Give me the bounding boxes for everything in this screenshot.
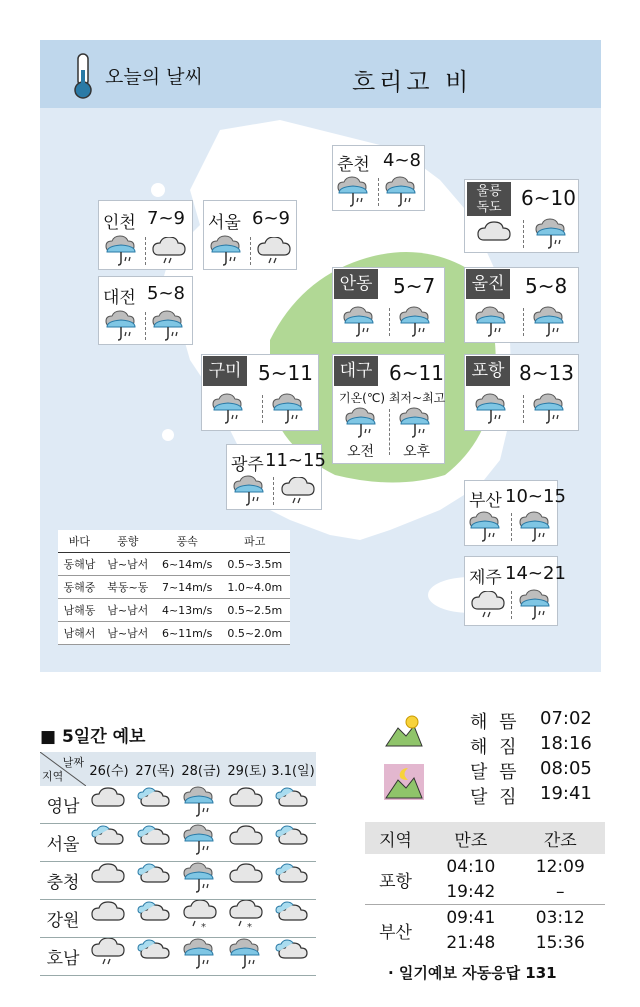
- rain-icon: [212, 393, 246, 425]
- forecast-cell: [224, 900, 270, 938]
- sea-cell: 동해중: [63, 581, 96, 594]
- forecast-cell: [178, 900, 224, 938]
- sea-cell: 6~14m/s: [161, 557, 213, 571]
- tide-high: 09:41: [446, 907, 496, 928]
- cloud-icon: [91, 862, 127, 894]
- rain-icon: [533, 306, 567, 338]
- forecast-date: 27(목): [132, 752, 178, 786]
- city-name: 서울: [208, 213, 241, 233]
- rain-icon: [105, 310, 139, 342]
- forecast-cell: [270, 824, 316, 862]
- partly-cloudy-icon: [91, 824, 127, 856]
- rain-icon: [272, 393, 306, 425]
- forecast-row: [40, 862, 316, 900]
- forecast-title: ■ 5일간 예보: [40, 727, 146, 747]
- forecast-row: [40, 900, 316, 938]
- rain-icon: [345, 407, 379, 439]
- partly-cloudy-icon: [275, 824, 311, 856]
- card-busan: [464, 480, 566, 546]
- rain-icon: [475, 306, 509, 338]
- forecast-cell: [270, 938, 316, 976]
- sea-cell: 0.5~2.0m: [227, 626, 283, 640]
- divider: [250, 237, 251, 265]
- thermometer-icon: [70, 52, 96, 100]
- partly-cloudy-icon: [137, 938, 173, 970]
- forecast-region: 강원: [40, 900, 86, 938]
- forecast-cell: [224, 786, 270, 824]
- sea-cell: 남해서: [63, 627, 96, 640]
- forecast-cell: [86, 786, 132, 824]
- rain-icon: [152, 310, 186, 342]
- partly-cloudy-icon: [275, 786, 311, 818]
- forecast-cell: [270, 786, 316, 824]
- card-pohang: [464, 354, 579, 431]
- partly-cloudy-icon: [137, 862, 173, 894]
- city-temp: 11~15: [265, 450, 326, 471]
- partly-cloudy-icon: [137, 900, 173, 932]
- divider: [389, 308, 390, 336]
- divider: [262, 395, 263, 423]
- rain-snow-icon: [183, 900, 219, 932]
- forecast-table: [40, 752, 316, 976]
- city-name: 대전: [103, 288, 136, 308]
- divider: [378, 178, 379, 206]
- card-ulleung: [464, 179, 579, 253]
- tide-header: 지역: [365, 822, 426, 854]
- tide-low: 15:36: [535, 932, 585, 953]
- tide-region: 포항: [379, 871, 412, 892]
- tide-row: [365, 854, 605, 879]
- cloud-rain-icon: [91, 938, 127, 970]
- partly-cloudy-icon: [137, 786, 173, 818]
- city-temp: 8~13: [519, 361, 574, 385]
- divider: [511, 591, 512, 619]
- partly-cloudy-icon: [275, 862, 311, 894]
- divider: [145, 237, 146, 265]
- rain-icon: [533, 393, 567, 425]
- divider: [511, 513, 512, 541]
- tide-high: 19:42: [446, 881, 496, 902]
- cloud-icon: [91, 900, 127, 932]
- tide-high: 21:48: [446, 932, 496, 953]
- card-daegu: [332, 354, 445, 464]
- tide-region: 부산: [379, 922, 412, 943]
- card-chuncheon: [332, 145, 425, 211]
- rain-icon: [210, 235, 244, 267]
- city-temp: 5~7: [393, 274, 436, 298]
- card-andong: [332, 267, 445, 343]
- forecast-cell: [178, 786, 224, 824]
- divider: [523, 395, 524, 423]
- rain-icon: [535, 218, 569, 250]
- sunrise-time: 07:02: [540, 708, 592, 729]
- forecast-cell: [270, 862, 316, 900]
- legend-pm: 오후: [403, 444, 431, 460]
- forecast-row: [40, 786, 316, 824]
- sea-header: 풍향: [101, 530, 155, 553]
- forecast-cell: [178, 938, 224, 976]
- rain-snow-icon: [229, 900, 265, 932]
- title-left: 오늘의 날씨: [105, 66, 203, 88]
- forecast-cell: [224, 938, 270, 976]
- forecast-cell: [178, 824, 224, 862]
- forecast-date: 28(금): [178, 752, 224, 786]
- cloud-rain-icon: [471, 591, 507, 621]
- forecast-date: 26(수): [86, 752, 132, 786]
- sea-cell: 남~남서: [107, 627, 149, 640]
- rain-icon: [475, 393, 509, 425]
- tide-table: [365, 822, 605, 955]
- divider: [389, 409, 390, 455]
- city-name: 춘천: [337, 155, 370, 175]
- corner-bottom-label: 지역: [42, 770, 64, 783]
- sun-mountain-icon: [384, 712, 424, 748]
- sea-cell: 4~13m/s: [161, 603, 213, 617]
- city-temp: 5~8: [525, 274, 568, 298]
- divider: [523, 308, 524, 336]
- city-temp: 6~9: [252, 208, 290, 229]
- tide-low: 12:09: [535, 856, 585, 877]
- rain-icon: [519, 589, 553, 621]
- sea-cell: 북동~동: [107, 581, 149, 594]
- partly-cloudy-icon: [275, 938, 311, 970]
- tide-low: –: [556, 881, 565, 902]
- cloud-icon: [229, 824, 265, 856]
- sea-cell: 남~남서: [107, 604, 149, 617]
- sea-row: [58, 553, 290, 576]
- sea-cell: 동해남: [63, 558, 96, 571]
- forecast-cell: [86, 900, 132, 938]
- forecast-cell: [224, 824, 270, 862]
- sea-cell: 0.5~3.5m: [227, 557, 283, 571]
- city-temp: 14~21: [505, 563, 566, 584]
- card-jeju: [464, 556, 566, 626]
- rain-icon: [229, 938, 265, 970]
- legend-am: 오전: [347, 444, 375, 460]
- moon-mountain-icon: [384, 764, 424, 800]
- city-name: 구미: [203, 356, 247, 386]
- cloud-icon: [229, 786, 265, 818]
- city-name: 포항: [466, 356, 510, 386]
- city-temp: 6~10: [521, 186, 576, 210]
- tide-low: 03:12: [535, 907, 585, 928]
- rain-icon: [519, 511, 553, 543]
- title-right: 흐리고 비: [352, 68, 473, 96]
- forecast-cell: [178, 862, 224, 900]
- corner-top-label: 날짜: [62, 756, 84, 769]
- rain-icon: [105, 235, 139, 267]
- forecast-cell: [86, 938, 132, 976]
- rain-icon: [337, 176, 371, 208]
- forecast-region: 충청: [40, 862, 86, 900]
- divider: [145, 312, 146, 340]
- forecast-cell: [132, 938, 178, 976]
- city-temp: 10~15: [505, 486, 566, 507]
- cloud-rain-icon: [152, 237, 188, 267]
- sea-row: [58, 599, 290, 622]
- sunrise-label: 해 뜸: [470, 712, 520, 733]
- sea-cell: 0.5~2.5m: [227, 603, 283, 617]
- card-gumi: [201, 354, 319, 431]
- city-name: 광주: [231, 455, 264, 475]
- city-name: 인천: [103, 213, 136, 233]
- forecast-cell: [224, 862, 270, 900]
- card-daejeon: [98, 276, 193, 345]
- rain-icon: [399, 306, 433, 338]
- moonset-time: 19:41: [540, 783, 592, 804]
- cloud-rain-icon: [281, 477, 317, 507]
- forecast-date: 29(토): [224, 752, 270, 786]
- city-name: 울릉 독도: [467, 182, 511, 216]
- rain-icon: [469, 511, 503, 543]
- cloud-icon: [91, 786, 127, 818]
- forecast-cell: [132, 786, 178, 824]
- city-name: 안동: [334, 269, 378, 299]
- sea-header: 풍속: [155, 530, 220, 553]
- card-gwangju: [226, 444, 326, 510]
- sunset-time: 18:16: [540, 733, 592, 754]
- city-temp: 5~11: [258, 361, 313, 385]
- forecast-row: [40, 824, 316, 862]
- tide-high: 04:10: [446, 856, 496, 877]
- cloud-icon: [229, 862, 265, 894]
- tide-row: [365, 905, 605, 931]
- rain-icon: [183, 824, 219, 856]
- sea-header: 바다: [58, 530, 101, 553]
- legend-temp-label: 기온(℃) 최저~최고: [339, 391, 446, 405]
- sea-row: [58, 576, 290, 599]
- moonrise-label: 달 뜸: [470, 762, 520, 783]
- forecast-date: 3.1(일): [270, 752, 316, 786]
- sea-cell: 1.0~4.0m: [227, 580, 283, 594]
- city-name: 울진: [466, 269, 510, 299]
- sea-cell: 남~남서: [107, 558, 149, 571]
- city-temp: 7~9: [147, 208, 185, 229]
- rain-icon: [183, 862, 219, 894]
- forecast-cell: [86, 862, 132, 900]
- city-name: 부산: [469, 491, 502, 511]
- divider: [523, 220, 524, 248]
- city-name: 대구: [334, 356, 378, 386]
- cloud-icon: [477, 220, 513, 246]
- moonset-label: 달 짐: [470, 787, 520, 808]
- footer-phone: · 일기예보 자동응답 131: [388, 964, 557, 982]
- forecast-cell: [132, 824, 178, 862]
- sunset-label: 해 짐: [470, 737, 520, 758]
- rain-icon: [183, 786, 219, 818]
- forecast-cell: [132, 862, 178, 900]
- card-seoul: [203, 200, 297, 270]
- forecast-cell: [132, 900, 178, 938]
- city-temp: 5~8: [147, 283, 185, 304]
- forecast-cell: [86, 824, 132, 862]
- tide-header: 만조: [426, 822, 515, 854]
- partly-cloudy-icon: [137, 824, 173, 856]
- rain-icon: [385, 176, 419, 208]
- rain-icon: [183, 938, 219, 970]
- forecast-corner: [40, 752, 86, 786]
- sea-cell: 7~14m/s: [161, 580, 213, 594]
- moonrise-time: 08:05: [540, 758, 592, 779]
- divider: [273, 477, 274, 505]
- city-temp: 6~11: [389, 361, 444, 385]
- city-name: 제주: [469, 568, 502, 588]
- rain-icon: [343, 306, 377, 338]
- forecast-region: 서울: [40, 824, 86, 862]
- forecast-row: [40, 938, 316, 976]
- rain-icon: [399, 407, 433, 439]
- partly-cloudy-icon: [275, 900, 311, 932]
- sea-cell: 6~11m/s: [161, 626, 213, 640]
- card-uljin: [464, 267, 579, 343]
- tide-header: 간조: [516, 822, 605, 854]
- forecast-cell: [270, 900, 316, 938]
- forecast-region: 호남: [40, 938, 86, 976]
- rain-icon: [233, 475, 267, 507]
- sea-cell: 남해동: [63, 604, 96, 617]
- forecast-region: 영남: [40, 786, 86, 824]
- cloud-rain-icon: [257, 237, 293, 267]
- sea-header: 파고: [220, 530, 290, 553]
- card-incheon: [98, 200, 193, 270]
- sea-table: [58, 530, 290, 645]
- city-temp: 4~8: [383, 150, 421, 171]
- sea-row: [58, 622, 290, 645]
- weather-map: [40, 40, 601, 672]
